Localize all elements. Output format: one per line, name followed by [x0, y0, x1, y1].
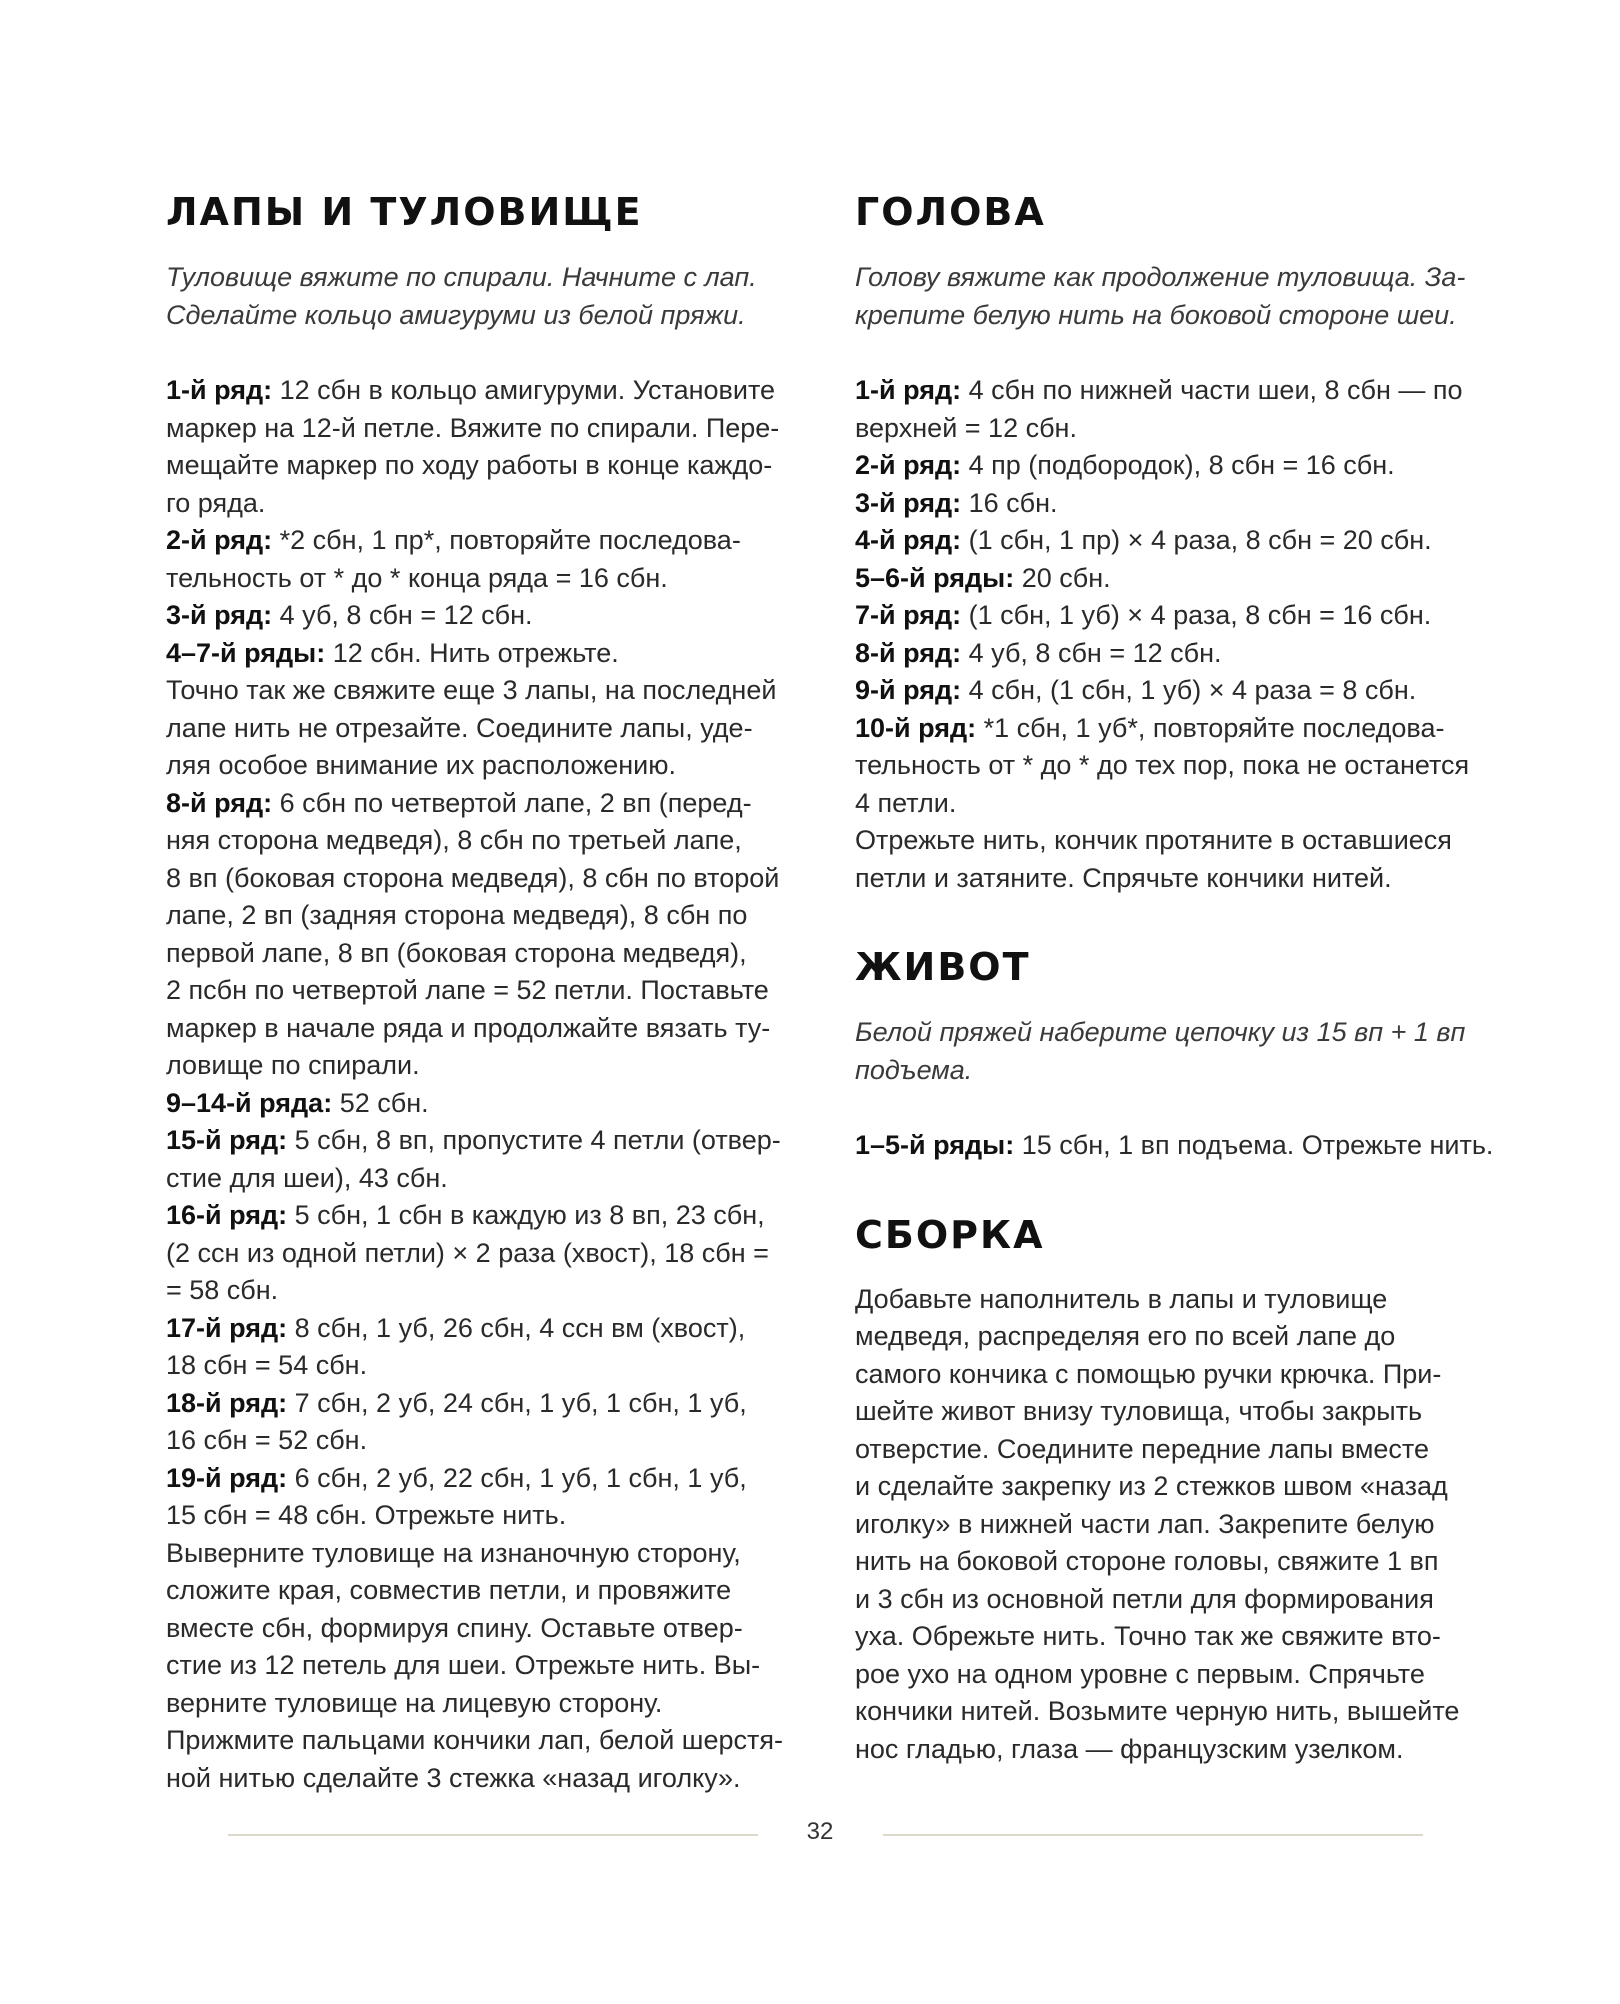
row-text: *2 сбн, 1 пр*, повторяйте последова-: [272, 525, 741, 555]
row-text: *1 сбн, 1 уб*, повторяйте последова-: [976, 712, 1445, 743]
text-line: [855, 1356, 1495, 1394]
row-label: 4-й ряд:: [855, 525, 962, 555]
row-text: лапе нить не отрезайте. Соедините лапы, уде-: [166, 712, 753, 743]
row-text: 5 сбн, 1 сбн в каждую из 8 вп, 23 сбн,: [287, 1200, 765, 1230]
text-line: [855, 822, 1495, 860]
row-text: 18 сбн = 54 сбн.: [166, 1350, 368, 1380]
text-line: [166, 1310, 806, 1348]
row-text: первой лапе, 8 вп (боковая сторона медведя),: [166, 937, 747, 968]
row-label: 5–6-й ряды:: [855, 562, 1015, 593]
text-line: [166, 935, 806, 973]
text-line: [855, 1656, 1495, 1694]
text-line: [166, 410, 806, 448]
row-text: Добавьте наполнитель в лапы и туловище: [855, 1283, 1388, 1314]
row-text: Отрежьте нить, кончик протяните в оставшиеся: [855, 825, 1452, 855]
text-line: [166, 447, 806, 485]
row-text: 15 сбн, 1 вп подъема. Отрежьте нить.: [1014, 1130, 1494, 1160]
text-line: [166, 1347, 806, 1385]
right-column: [855, 188, 1495, 1814]
row-label: 15-й ряд:: [166, 1125, 288, 1155]
row-label: 18-й ряд:: [166, 1387, 288, 1418]
row-text: (1 сбн, 1 уб) × 4 раза, 8 сбн = 16 сбн.: [961, 600, 1432, 630]
row-label: 1-й ряд:: [166, 375, 273, 405]
row-text: тельность от * до * конца ряда = 16 сбн.: [166, 562, 668, 593]
text-line: [855, 785, 1495, 823]
text-line: [166, 1010, 806, 1048]
row-label: 7-й ряд:: [855, 600, 962, 630]
row-text: стие для шеи), 43 сбн.: [166, 1162, 448, 1193]
row-text: 16 сбн = 52 сбн.: [166, 1425, 368, 1455]
text-line: [166, 1535, 806, 1573]
text-line: [166, 522, 806, 560]
text-line: [166, 672, 806, 710]
section-body: [855, 1127, 1495, 1165]
row-text: и 3 сбн из основной петли для формирования: [855, 1583, 1434, 1614]
text-line: [166, 1272, 806, 1310]
row-text: сложите края, совместив петли, и провяжите: [166, 1575, 732, 1605]
row-text: няя сторона медведя), 8 сбн по третьей лапе,: [166, 825, 742, 855]
text-line: [166, 1460, 806, 1498]
row-text: 16 сбн.: [961, 487, 1058, 518]
row-label: 17-й ряд:: [166, 1312, 288, 1343]
page-number: 32: [806, 1818, 834, 1845]
text-line: [855, 1693, 1495, 1731]
row-text: 4 сбн по нижней части шеи, 8 сбн — по: [961, 375, 1463, 405]
text-line: [166, 860, 806, 898]
section-body: [855, 372, 1495, 897]
row-text: уха. Обрежьте нить. Точно так же свяжите вто-: [855, 1621, 1441, 1651]
text-line: [855, 410, 1495, 448]
text-line: [166, 1647, 806, 1685]
text-line: [855, 1127, 1495, 1165]
text-line: [855, 747, 1495, 785]
row-label: 9-й ряд:: [855, 675, 962, 705]
row-text: 7 сбн, 2 уб, 24 сбн, 1 уб, 1 сбн, 1 уб,: [287, 1387, 747, 1418]
text-line: [855, 372, 1495, 410]
text-line: [855, 1581, 1495, 1619]
text-line: [166, 1385, 806, 1423]
text-line: [166, 1085, 806, 1123]
text-line: [166, 597, 806, 635]
intro-line: Сделайте кольцо амигуруми из белой пряжи.: [166, 300, 746, 330]
intro-line: подъема.: [855, 1055, 973, 1085]
text-line: [166, 1572, 806, 1610]
text-line: [166, 1610, 806, 1648]
row-text: ной нитью сделайте 3 стежка «назад иголку».: [166, 1762, 741, 1793]
text-line: [166, 822, 806, 860]
row-text: кончики нитей. Возьмите черную нить, вышейте: [855, 1696, 1460, 1726]
text-line: [855, 1393, 1495, 1431]
text-line: [855, 672, 1495, 710]
row-text: отверстие. Соедините передние лапы вместе: [855, 1433, 1430, 1464]
row-label: 2-й ряд:: [166, 525, 273, 555]
row-text: нос гладью, глаза — французским узелком.: [855, 1733, 1404, 1764]
text-line: [166, 1760, 806, 1798]
text-line: [166, 1197, 806, 1235]
row-label: 16-й ряд:: [166, 1200, 288, 1230]
row-text: 4 уб, 8 сбн = 12 сбн.: [961, 637, 1222, 668]
row-label: 3-й ряд:: [166, 600, 273, 630]
text-line: [855, 1618, 1495, 1656]
intro-line: Голову вяжите как продолжение туловища. За-: [855, 262, 1466, 292]
row-text: го ряда.: [166, 487, 266, 518]
row-text: лапе, 2 вп (задняя сторона медведя), 8 сбн по: [166, 900, 748, 930]
row-text: верхней = 12 сбн.: [855, 412, 1077, 443]
row-label: 8-й ряд:: [855, 637, 962, 668]
row-text: (1 сбн, 1 пр) × 4 раза, 8 сбн = 20 сбн.: [961, 525, 1432, 555]
text-line: [855, 1318, 1495, 1356]
section-heading-belly: ЖИВОТ: [855, 945, 1031, 989]
text-line: [855, 597, 1495, 635]
row-text: 4 петли.: [855, 787, 957, 818]
intro-line: Туловище вяжите по спирали. Начните с лап.: [166, 262, 757, 292]
text-line: [855, 560, 1495, 598]
row-text: 15 сбн = 48 сбн. Отрежьте нить.: [166, 1500, 567, 1530]
row-text: Точно так же свяжите еще 3 лапы, на последней: [166, 675, 777, 705]
text-line: [855, 1543, 1495, 1581]
row-label: 2-й ряд:: [855, 450, 962, 480]
row-text: мещайте маркер по ходу работы в конце каждо-: [166, 450, 773, 480]
text-line: [166, 372, 806, 410]
row-text: 5 сбн, 8 вп, пропустите 4 петли (отвер-: [287, 1125, 781, 1155]
row-label: 3-й ряд:: [855, 487, 962, 518]
row-text: 12 сбн в кольцо амигуруми. Установите: [272, 375, 776, 405]
section-intro: [855, 1013, 1495, 1089]
row-text: петли и затяните. Спрячьте кончики нитей.: [855, 862, 1392, 893]
intro-line: Белой пряжей наберите цепочку из 15 вп + 1 вп: [855, 1017, 1466, 1047]
row-text: рое ухо на одном уровне с первым. Спрячьте: [855, 1658, 1425, 1689]
section-heading-paws-body: ЛАПЫ И ТУЛОВИЩЕ: [166, 190, 643, 234]
row-text: нить на боковой стороне головы, свяжите 1 вп: [855, 1546, 1439, 1576]
text-line: [855, 710, 1495, 748]
section-heading-assembly: СБОРКА: [855, 1212, 1045, 1257]
row-text: стие из 12 петель для шеи. Отрежьте нить. Вы-: [166, 1650, 761, 1680]
text-line: [166, 1047, 806, 1085]
row-text: самого кончика с помощью ручки крючка. При-: [855, 1358, 1442, 1389]
text-line: [855, 1506, 1495, 1544]
text-line: [166, 972, 806, 1010]
text-line: [166, 1722, 806, 1760]
text-line: [855, 1281, 1495, 1319]
intro-line: крепите белую нить на боковой стороне шеи.: [855, 300, 1457, 330]
row-text: ловище по спирали.: [166, 1050, 420, 1080]
row-text: шейте живот внизу туловища, чтобы закрыть: [855, 1396, 1423, 1426]
row-text: медведя, распределяя его по всей лапе до: [855, 1321, 1396, 1351]
text-line: [855, 635, 1495, 673]
row-text: иголку» в нижней части лап. Закрепите белую: [855, 1508, 1435, 1539]
section-intro: [855, 258, 1495, 334]
text-line: [166, 1422, 806, 1460]
text-line: [855, 522, 1495, 560]
row-text: ляя особое внимание их расположению.: [166, 750, 677, 780]
row-text: Выверните туловище на изнаночную сторону,: [166, 1537, 741, 1568]
text-line: [166, 560, 806, 598]
section-body: [166, 372, 806, 1797]
text-line: [166, 1160, 806, 1198]
text-line: [166, 1235, 806, 1273]
row-label: 8-й ряд:: [166, 787, 273, 818]
row-text: маркер на 12-й петле. Вяжите по спирали. Пере-: [166, 412, 780, 443]
text-line: [166, 785, 806, 823]
row-label: 9–14-й ряда:: [166, 1087, 333, 1118]
row-text: 12 сбн. Нить отрежьте.: [325, 637, 619, 668]
section-heading-head: ГОЛОВА: [855, 190, 1046, 234]
row-label: 1-й ряд:: [855, 375, 962, 405]
row-text: верните туловище на лицевую сторону.: [166, 1687, 663, 1718]
row-text: 4 сбн, (1 сбн, 1 уб) × 4 раза = 8 сбн.: [961, 675, 1417, 705]
text-line: [166, 1497, 806, 1535]
text-line: [166, 747, 806, 785]
section-intro: [166, 258, 806, 334]
left-column: [166, 188, 806, 1797]
text-line: [166, 485, 806, 523]
row-text: 20 сбн.: [1014, 562, 1111, 593]
row-text: Прижмите пальцами кончики лап, белой шерстя-: [166, 1725, 783, 1755]
row-label: 10-й ряд:: [855, 712, 977, 743]
footer-rule-right: [883, 1834, 1423, 1836]
footer-rule-left: [228, 1834, 758, 1836]
text-line: [166, 635, 806, 673]
row-label: 4–7-й ряды:: [166, 637, 326, 668]
text-line: [166, 710, 806, 748]
row-text: маркер в начале ряда и продолжайте вязать ту-: [166, 1012, 771, 1043]
row-text: 4 уб, 8 сбн = 12 сбн.: [272, 600, 533, 630]
row-text: 8 сбн, 1 уб, 26 сбн, 4 ссн вм (хвост),: [287, 1312, 746, 1343]
row-text: (2 ссн из одной петли) × 2 раза (хвост), 18 сбн =: [166, 1237, 769, 1268]
text-line: [166, 1122, 806, 1160]
text-line: [855, 860, 1495, 898]
text-line: [166, 897, 806, 935]
row-text: 6 сбн, 2 уб, 22 сбн, 1 уб, 1 сбн, 1 уб,: [287, 1462, 747, 1493]
text-line: [855, 447, 1495, 485]
text-line: [855, 1731, 1495, 1769]
text-line: [166, 1685, 806, 1723]
row-text: 2 псбн по четвертой лапе = 52 петли. Поставьте: [166, 975, 769, 1005]
row-text: тельность от * до * до тех пор, пока не останется: [855, 750, 1470, 780]
row-text: 4 пр (подбородок), 8 сбн = 16 сбн.: [961, 450, 1395, 480]
row-label: 1–5-й ряды:: [855, 1130, 1015, 1160]
row-text: и сделайте закрепку из 2 стежков швом «назад: [855, 1471, 1448, 1501]
row-text: 52 сбн.: [332, 1087, 429, 1118]
row-text: 6 сбн по четвертой лапе, 2 вп (перед-: [272, 787, 752, 818]
row-label: 19-й ряд:: [166, 1462, 288, 1493]
row-text: вместе сбн, формируя спину. Оставьте отвер-: [166, 1612, 743, 1643]
text-line: [855, 1468, 1495, 1506]
text-line: [855, 1431, 1495, 1469]
text-line: [855, 485, 1495, 523]
row-text: = 58 сбн.: [166, 1275, 279, 1305]
section-body: [855, 1281, 1495, 1769]
row-text: 8 вп (боковая сторона медведя), 8 сбн по второй: [166, 862, 780, 893]
